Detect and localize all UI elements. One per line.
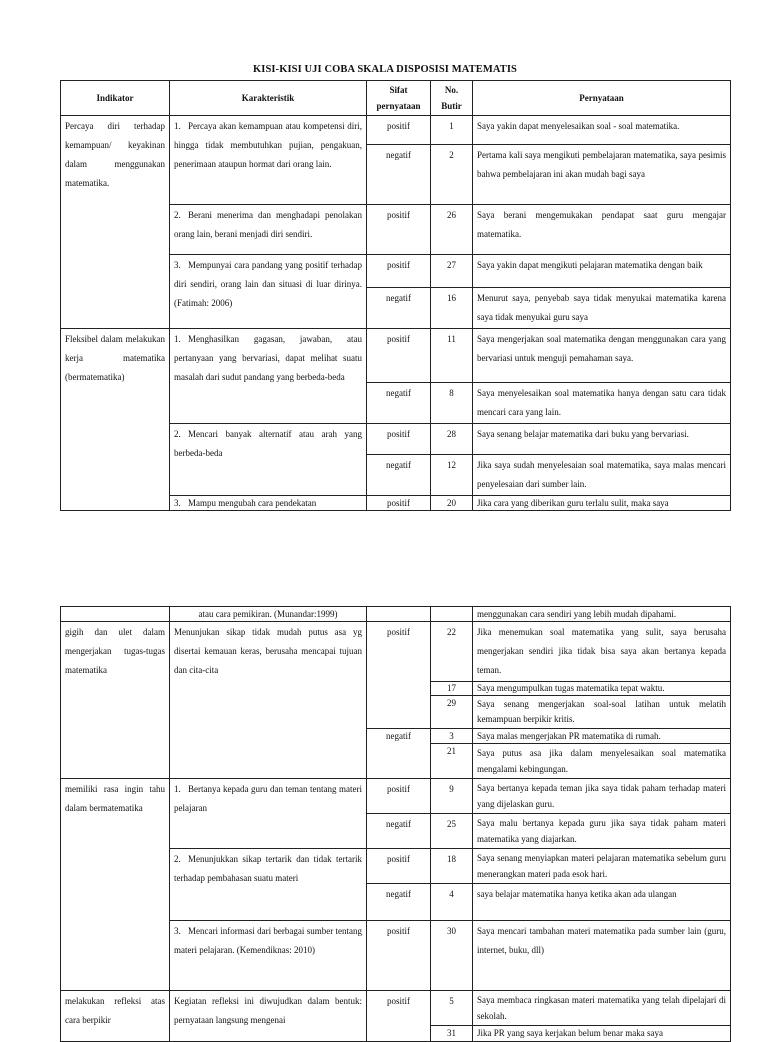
butir-cell: 17 — [431, 682, 473, 696]
butir-cell: 5 — [431, 991, 473, 1026]
pernyataan-cell: Saya malu bertanya kepada guru jika saya tidak paham materi matematika yang diajarkan. — [473, 814, 731, 849]
header-karakteristik: Karakteristik — [170, 81, 367, 116]
butir-cell: 8 — [431, 383, 473, 424]
header-pernyataan: Pernyataan — [473, 81, 731, 116]
header-sifat: Sifat pernyataan — [367, 81, 431, 116]
karakteristik-cell: 1. Bertanya kepada guru dan teman tentang materi pelajaran — [170, 779, 367, 849]
butir-cell: 2 — [431, 145, 473, 205]
sifat-cell: negatif — [367, 288, 431, 329]
butir-cell: 9 — [431, 779, 473, 814]
pernyataan-cell: Saya senang belajar matematika dari buku yang bervariasi. — [473, 424, 731, 455]
pernyataan-cell: Saya berani mengemukakan pendapat saat guru mengajar matematika. — [473, 205, 731, 255]
table-row — [61, 116, 731, 145]
sifat-cell: negatif — [367, 884, 431, 921]
karakteristik-cell: 1. Menghasilkan gagasan, jawaban, atau pertanyaan yang bervariasi, dapat melihat suatu masalah dari sudut pandang yang berbeda-beda — [170, 329, 367, 424]
butir-cell: 27 — [431, 255, 473, 288]
indikator-cell: gigih dan ulet dalam mengerjakan tugas-tugas matematika — [61, 622, 170, 779]
butir-cell: 25 — [431, 814, 473, 849]
sifat-cell — [367, 607, 431, 622]
pernyataan-cell: Saya malas mengerjakan PR matematika di rumah. — [473, 729, 731, 744]
sifat-cell: positif — [367, 205, 431, 255]
sifat-cell: positif — [367, 496, 431, 511]
pernyataan-cell: Saya mencari tambahan materi matematika pada sumber lain (guru, internet, buku, dll) — [473, 921, 731, 991]
sifat-cell: positif — [367, 329, 431, 383]
karakteristik-cell: 3. Mampu mengubah cara pendekatan — [170, 496, 367, 511]
kisi-kisi-table-page-1 — [60, 80, 731, 511]
butir-cell: 3 — [431, 729, 473, 744]
pernyataan-cell: saya belajar matematika hanya ketika akan ada ulangan — [473, 884, 731, 921]
kisi-kisi-table-page-2 — [60, 606, 731, 1042]
table-row — [61, 991, 731, 1026]
pernyataan-cell: Pertama kali saya mengikuti pembelajaran matematika, saya pesimis bahwa pembelajaran ini akan mudah bagi saya — [473, 145, 731, 205]
pernyataan-cell: Saya yakin dapat menyelesaikan soal - soal matematika. — [473, 116, 731, 145]
karakteristik-cell: 3. Mempunyai cara pandang yang positif terhadap diri sendiri, orang lain dan situasi di luar dirinya. (Fatimah: 2006) — [170, 255, 367, 329]
header-no-butir: No. Butir — [431, 81, 473, 116]
table-row — [61, 779, 731, 814]
karakteristik-cell: atau cara pemikiran. (Munandar:1999) — [170, 607, 367, 622]
butir-cell — [431, 607, 473, 622]
karakteristik-cell: Menunjukan sikap tidak mudah putus asa yg disertai kemauan keras, berusaha mencapai tujuan dan cita-cita — [170, 622, 367, 779]
butir-cell: 26 — [431, 205, 473, 255]
table-row — [61, 607, 731, 622]
sifat-cell: positif — [367, 779, 431, 814]
pernyataan-cell: Saya putus asa jika dalam menyelesaikan soal matematika mengalami kebingungan. — [473, 744, 731, 779]
butir-cell: 16 — [431, 288, 473, 329]
indikator-cell: Percaya diri terhadap kemampuan/ keyakinan dalam menggunakan matematika. — [61, 116, 170, 329]
pernyataan-cell: Jika saya sudah menyelesaian soal matematika, saya malas mencari penyelesaian dari sumber lain. — [473, 455, 731, 496]
indikator-cell: melakukan refleksi atas cara berpikir — [61, 991, 170, 1042]
table-row — [61, 622, 731, 682]
pernyataan-cell: Jika PR yang saya kerjakan belum benar maka saya — [473, 1026, 731, 1042]
pernyataan-cell: Saya mengumpulkan tugas matematika tepat waktu. — [473, 682, 731, 696]
pernyataan-cell: Saya menyelesaikan soal matematika hanya dengan satu cara tidak mencari cara yang lain. — [473, 383, 731, 424]
pernyataan-cell: Menurut saya, penyebab saya tidak menyukai matematika karena saya tidak menyukai guru saya — [473, 288, 731, 329]
document-title: KISI-KISI UJI COBA SKALA DISPOSISI MATEMATIS — [253, 64, 517, 75]
butir-cell: 28 — [431, 424, 473, 455]
pernyataan-cell: Saya senang menyiapkan materi pelajaran matematika sebelum guru menerangkan materi pada esok hari. — [473, 849, 731, 884]
sifat-cell: positif — [367, 991, 431, 1042]
indikator-cell: memiliki rasa ingin tahu dalam bermatematika — [61, 779, 170, 991]
karakteristik-cell: 2. Berani menerima dan menghadapi penolakan orang lain, berani menjadi diri sendiri. — [170, 205, 367, 255]
sifat-cell: positif — [367, 849, 431, 884]
butir-cell: 11 — [431, 329, 473, 383]
indikator-cell: Fleksibel dalam melakukan kerja matematika (bermatematika) — [61, 329, 170, 511]
table-header-row — [61, 81, 731, 116]
butir-cell: 18 — [431, 849, 473, 884]
butir-cell: 4 — [431, 884, 473, 921]
pernyataan-cell: Saya bertanya kepada teman jika saya tidak paham terhadap materi yang dijelaskan guru. — [473, 779, 731, 814]
sifat-cell: positif — [367, 116, 431, 145]
karakteristik-cell: 2. Mencari banyak alternatif atau arah yang berbeda-beda — [170, 424, 367, 496]
sifat-cell: negatif — [367, 455, 431, 496]
butir-cell: 29 — [431, 696, 473, 729]
indikator-cell — [61, 607, 170, 622]
pernyataan-cell: Saya membaca ringkasan materi matematika yang telah dipelajari di sekolah. — [473, 991, 731, 1026]
sifat-cell: positif — [367, 622, 431, 729]
pernyataan-cell: Jika menemukan soal matematika yang sulit, saya berusaha mengerjakan sendiri jika tidak bisa saya akan bertanya kepada teman. — [473, 622, 731, 682]
karakteristik-cell: Kegiatan refleksi ini diwujudkan dalam bentuk: pernyataan langsung mengenai — [170, 991, 367, 1042]
karakteristik-cell: 1. Percaya akan kemampuan atau kompetensi diri, hingga tidak membutuhkan pujian, pengakuan, penerimaan ataupun hormat dari orang lain. — [170, 116, 367, 205]
sifat-cell: negatif — [367, 145, 431, 205]
butir-cell: 1 — [431, 116, 473, 145]
butir-cell: 21 — [431, 744, 473, 779]
sifat-cell: positif — [367, 424, 431, 455]
sifat-cell: positif — [367, 921, 431, 991]
butir-cell: 30 — [431, 921, 473, 991]
butir-cell: 12 — [431, 455, 473, 496]
sifat-cell: negatif — [367, 729, 431, 779]
butir-cell: 31 — [431, 1026, 473, 1042]
pernyataan-cell: menggunakan cara sendiri yang lebih mudah dipahami. — [473, 607, 731, 622]
pernyataan-cell: Jika cara yang diberikan guru terlalu sulit, maka saya — [473, 496, 731, 511]
butir-cell: 20 — [431, 496, 473, 511]
karakteristik-cell: 2. Menunjukkan sikap tertarik dan tidak tertarik terhadap pembahasan suatu materi — [170, 849, 367, 921]
table-row — [61, 329, 731, 383]
butir-cell: 22 — [431, 622, 473, 682]
pernyataan-cell: Saya yakin dapat mengikuti pelajaran matematika dengan baik — [473, 255, 731, 288]
sifat-cell: negatif — [367, 814, 431, 849]
sifat-cell: positif — [367, 255, 431, 288]
sifat-cell: negatif — [367, 383, 431, 424]
pernyataan-cell: Saya senang mengerjakan soal-soal latihan untuk melatih kemampuan berpikir kritis. — [473, 696, 731, 729]
pernyataan-cell: Saya mengerjakan soal matematika dengan menggunakan cara yang bervariasi untuk menguji pemahaman saya. — [473, 329, 731, 383]
header-indikator: Indikator — [61, 81, 170, 116]
karakteristik-cell: 3. Mencari informasi dari berbagai sumber tentang materi pelajaran. (Kemendiknas: 2010) — [170, 921, 367, 991]
